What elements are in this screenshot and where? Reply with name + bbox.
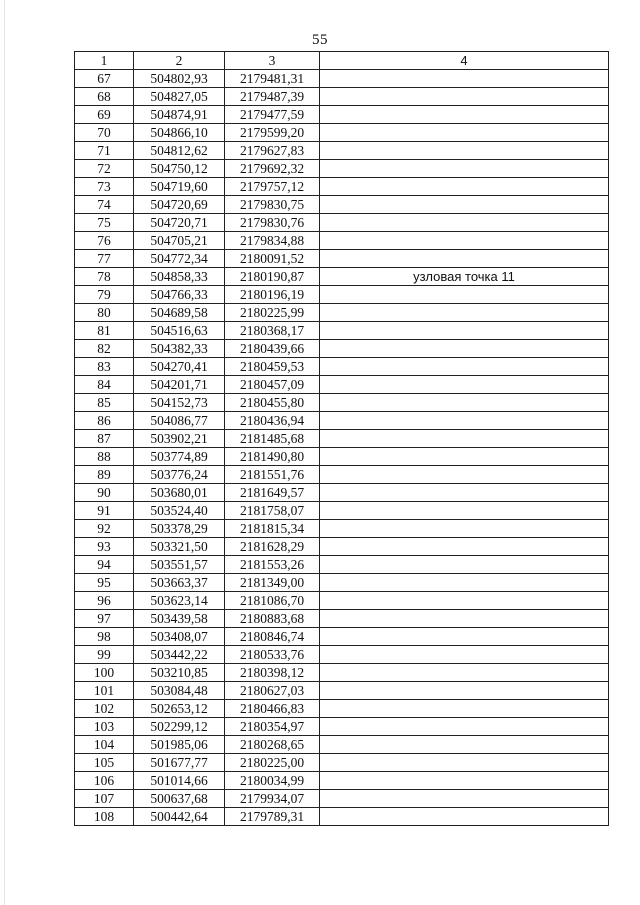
- x-coordinate-cell: 504720,69: [134, 196, 225, 214]
- point-number-cell: 105: [75, 754, 134, 772]
- y-coordinate-cell: 2180368,17: [225, 322, 320, 340]
- point-number-cell: 94: [75, 556, 134, 574]
- point-number-cell: 70: [75, 124, 134, 142]
- point-number-cell: 87: [75, 430, 134, 448]
- table-row: [75, 142, 609, 160]
- point-number-cell: 108: [75, 808, 134, 826]
- note-cell: [320, 754, 609, 772]
- point-number-cell: 76: [75, 232, 134, 250]
- y-coordinate-cell: 2179487,39: [225, 88, 320, 106]
- x-coordinate-cell: 504858,33: [134, 268, 225, 286]
- table-row: [75, 592, 609, 610]
- y-coordinate-cell: 2180466,83: [225, 700, 320, 718]
- y-coordinate-cell: 2181628,29: [225, 538, 320, 556]
- table-row: [75, 340, 609, 358]
- x-coordinate-cell: 502299,12: [134, 718, 225, 736]
- point-number-cell: 68: [75, 88, 134, 106]
- point-number-cell: 86: [75, 412, 134, 430]
- header-cell-1: 1: [75, 52, 134, 70]
- x-coordinate-cell: 504874,91: [134, 106, 225, 124]
- note-cell: [320, 808, 609, 826]
- x-coordinate-cell: 501677,77: [134, 754, 225, 772]
- table-row: [75, 376, 609, 394]
- note-cell: [320, 106, 609, 124]
- table-row: [75, 430, 609, 448]
- table-row: [75, 448, 609, 466]
- x-coordinate-cell: 503551,57: [134, 556, 225, 574]
- point-number-cell: 92: [75, 520, 134, 538]
- point-number-cell: 84: [75, 376, 134, 394]
- y-coordinate-cell: 2181758,07: [225, 502, 320, 520]
- y-coordinate-cell: 2179934,07: [225, 790, 320, 808]
- note-cell: [320, 160, 609, 178]
- x-coordinate-cell: 504705,21: [134, 232, 225, 250]
- point-number-cell: 90: [75, 484, 134, 502]
- x-coordinate-cell: 504270,41: [134, 358, 225, 376]
- point-number-cell: 100: [75, 664, 134, 682]
- x-coordinate-cell: 504719,60: [134, 178, 225, 196]
- point-number-cell: 75: [75, 214, 134, 232]
- table-row: [75, 160, 609, 178]
- note-cell: [320, 556, 609, 574]
- header-row: [75, 52, 609, 70]
- point-number-cell: 85: [75, 394, 134, 412]
- page-number: 55: [312, 32, 328, 48]
- x-coordinate-cell: 503210,85: [134, 664, 225, 682]
- table-row: [75, 718, 609, 736]
- y-coordinate-cell: 2180034,99: [225, 772, 320, 790]
- table-row: [75, 196, 609, 214]
- y-coordinate-cell: 2179477,59: [225, 106, 320, 124]
- point-number-cell: 93: [75, 538, 134, 556]
- table-row: [75, 790, 609, 808]
- table-row: [75, 70, 609, 88]
- point-number-cell: 73: [75, 178, 134, 196]
- x-coordinate-cell: 503776,24: [134, 466, 225, 484]
- point-number-cell: 77: [75, 250, 134, 268]
- x-coordinate-cell: 504827,05: [134, 88, 225, 106]
- y-coordinate-cell: 2180398,12: [225, 664, 320, 682]
- note-cell: [320, 502, 609, 520]
- table-row: [75, 772, 609, 790]
- x-coordinate-cell: 503378,29: [134, 520, 225, 538]
- note-cell: [320, 358, 609, 376]
- note-cell: [320, 322, 609, 340]
- point-number-cell: 69: [75, 106, 134, 124]
- note-cell: [320, 124, 609, 142]
- y-coordinate-cell: 2181485,68: [225, 430, 320, 448]
- point-number-cell: 101: [75, 682, 134, 700]
- y-coordinate-cell: 2179599,20: [225, 124, 320, 142]
- y-coordinate-cell: 2181649,57: [225, 484, 320, 502]
- note-cell: [320, 628, 609, 646]
- x-coordinate-cell: 501985,06: [134, 736, 225, 754]
- note-cell: узловая точка 11: [320, 268, 609, 286]
- point-number-cell: 72: [75, 160, 134, 178]
- note-cell: [320, 178, 609, 196]
- table-row: [75, 214, 609, 232]
- note-cell: [320, 88, 609, 106]
- y-coordinate-cell: 2181086,70: [225, 592, 320, 610]
- y-coordinate-cell: 2180457,09: [225, 376, 320, 394]
- y-coordinate-cell: 2180268,65: [225, 736, 320, 754]
- y-coordinate-cell: 2181553,26: [225, 556, 320, 574]
- table-row: [75, 304, 609, 322]
- note-cell: [320, 700, 609, 718]
- table-row: [75, 484, 609, 502]
- note-cell: [320, 772, 609, 790]
- point-number-cell: 81: [75, 322, 134, 340]
- note-cell: [320, 376, 609, 394]
- x-coordinate-cell: 504689,58: [134, 304, 225, 322]
- y-coordinate-cell: 2179834,88: [225, 232, 320, 250]
- table-row: [75, 502, 609, 520]
- y-coordinate-cell: 2179627,83: [225, 142, 320, 160]
- point-number-cell: 106: [75, 772, 134, 790]
- y-coordinate-cell: 2180190,87: [225, 268, 320, 286]
- table-row: [75, 358, 609, 376]
- note-cell: [320, 466, 609, 484]
- point-number-cell: 67: [75, 70, 134, 88]
- y-coordinate-cell: 2180354,97: [225, 718, 320, 736]
- table-row: [75, 700, 609, 718]
- table-row: [75, 736, 609, 754]
- table-row: [75, 808, 609, 826]
- table-row: [75, 232, 609, 250]
- x-coordinate-cell: 503439,58: [134, 610, 225, 628]
- y-coordinate-cell: 2180883,68: [225, 610, 320, 628]
- note-cell: [320, 574, 609, 592]
- note-cell: [320, 394, 609, 412]
- x-coordinate-cell: 500637,68: [134, 790, 225, 808]
- y-coordinate-cell: 2179757,12: [225, 178, 320, 196]
- header-cell-3: 3: [225, 52, 320, 70]
- y-coordinate-cell: 2181349,00: [225, 574, 320, 592]
- table-row: [75, 754, 609, 772]
- point-number-cell: 88: [75, 448, 134, 466]
- y-coordinate-cell: 2179830,76: [225, 214, 320, 232]
- table-row: [75, 646, 609, 664]
- x-coordinate-cell: 504086,77: [134, 412, 225, 430]
- y-coordinate-cell: 2180459,53: [225, 358, 320, 376]
- y-coordinate-cell: 2179692,32: [225, 160, 320, 178]
- y-coordinate-cell: 2180436,94: [225, 412, 320, 430]
- y-coordinate-cell: 2180439,66: [225, 340, 320, 358]
- note-cell: [320, 718, 609, 736]
- table-row: [75, 520, 609, 538]
- note-cell: [320, 646, 609, 664]
- x-coordinate-cell: 503774,89: [134, 448, 225, 466]
- point-number-cell: 99: [75, 646, 134, 664]
- x-coordinate-cell: 503663,37: [134, 574, 225, 592]
- table-body: [75, 52, 609, 826]
- point-number-cell: 98: [75, 628, 134, 646]
- x-coordinate-cell: 503408,07: [134, 628, 225, 646]
- note-cell: [320, 682, 609, 700]
- table-row: [75, 322, 609, 340]
- header-cell-4: 4: [320, 52, 609, 70]
- x-coordinate-cell: 503084,48: [134, 682, 225, 700]
- table-row: [75, 412, 609, 430]
- header-cell-2: 2: [134, 52, 225, 70]
- point-number-cell: 103: [75, 718, 134, 736]
- x-coordinate-cell: 504516,63: [134, 322, 225, 340]
- point-number-cell: 74: [75, 196, 134, 214]
- x-coordinate-cell: 504201,71: [134, 376, 225, 394]
- note-cell: [320, 340, 609, 358]
- note-cell: [320, 538, 609, 556]
- table-row: [75, 682, 609, 700]
- table-row: [75, 268, 609, 286]
- table-row: [75, 178, 609, 196]
- coordinates-table: [74, 51, 609, 826]
- point-number-cell: 97: [75, 610, 134, 628]
- point-number-cell: 82: [75, 340, 134, 358]
- y-coordinate-cell: 2181490,80: [225, 448, 320, 466]
- note-cell: [320, 196, 609, 214]
- table-row: [75, 610, 609, 628]
- note-cell: [320, 250, 609, 268]
- x-coordinate-cell: 503442,22: [134, 646, 225, 664]
- y-coordinate-cell: 2180846,74: [225, 628, 320, 646]
- y-coordinate-cell: 2180533,76: [225, 646, 320, 664]
- point-number-cell: 104: [75, 736, 134, 754]
- y-coordinate-cell: 2180455,80: [225, 394, 320, 412]
- x-coordinate-cell: 503623,14: [134, 592, 225, 610]
- y-coordinate-cell: 2180225,99: [225, 304, 320, 322]
- y-coordinate-cell: 2181551,76: [225, 466, 320, 484]
- point-number-cell: 78: [75, 268, 134, 286]
- table-row: [75, 574, 609, 592]
- note-cell: [320, 520, 609, 538]
- x-coordinate-cell: 504382,33: [134, 340, 225, 358]
- x-coordinate-cell: 502653,12: [134, 700, 225, 718]
- note-cell: [320, 412, 609, 430]
- note-cell: [320, 448, 609, 466]
- x-coordinate-cell: 501014,66: [134, 772, 225, 790]
- x-coordinate-cell: 504750,12: [134, 160, 225, 178]
- note-cell: [320, 592, 609, 610]
- x-coordinate-cell: 504812,62: [134, 142, 225, 160]
- point-number-cell: 95: [75, 574, 134, 592]
- note-cell: [320, 484, 609, 502]
- table-row: [75, 628, 609, 646]
- y-coordinate-cell: 2180627,03: [225, 682, 320, 700]
- note-cell: [320, 304, 609, 322]
- note-cell: [320, 736, 609, 754]
- y-coordinate-cell: 2180225,00: [225, 754, 320, 772]
- table-row: [75, 556, 609, 574]
- x-coordinate-cell: 504802,93: [134, 70, 225, 88]
- y-coordinate-cell: 2180196,19: [225, 286, 320, 304]
- x-coordinate-cell: 503524,40: [134, 502, 225, 520]
- note-cell: [320, 214, 609, 232]
- y-coordinate-cell: 2180091,52: [225, 250, 320, 268]
- table-row: [75, 106, 609, 124]
- note-cell: [320, 790, 609, 808]
- point-number-cell: 96: [75, 592, 134, 610]
- y-coordinate-cell: 2179789,31: [225, 808, 320, 826]
- point-number-cell: 80: [75, 304, 134, 322]
- y-coordinate-cell: 2181815,34: [225, 520, 320, 538]
- scan-edge: [4, 0, 5, 905]
- x-coordinate-cell: 503321,50: [134, 538, 225, 556]
- table-row: [75, 466, 609, 484]
- table-row: [75, 88, 609, 106]
- note-cell: [320, 142, 609, 160]
- note-cell: [320, 286, 609, 304]
- x-coordinate-cell: 504766,33: [134, 286, 225, 304]
- table-row: [75, 250, 609, 268]
- x-coordinate-cell: 500442,64: [134, 808, 225, 826]
- note-cell: [320, 232, 609, 250]
- x-coordinate-cell: 503902,21: [134, 430, 225, 448]
- point-number-cell: 89: [75, 466, 134, 484]
- table-row: [75, 538, 609, 556]
- x-coordinate-cell: 504152,73: [134, 394, 225, 412]
- x-coordinate-cell: 504720,71: [134, 214, 225, 232]
- note-cell: [320, 664, 609, 682]
- table-row: [75, 124, 609, 142]
- y-coordinate-cell: 2179830,75: [225, 196, 320, 214]
- note-cell: [320, 70, 609, 88]
- x-coordinate-cell: 504866,10: [134, 124, 225, 142]
- point-number-cell: 102: [75, 700, 134, 718]
- note-cell: [320, 430, 609, 448]
- table-row: [75, 664, 609, 682]
- point-number-cell: 107: [75, 790, 134, 808]
- y-coordinate-cell: 2179481,31: [225, 70, 320, 88]
- x-coordinate-cell: 504772,34: [134, 250, 225, 268]
- note-cell: [320, 610, 609, 628]
- x-coordinate-cell: 503680,01: [134, 484, 225, 502]
- table-row: [75, 286, 609, 304]
- point-number-cell: 83: [75, 358, 134, 376]
- point-number-cell: 91: [75, 502, 134, 520]
- point-number-cell: 79: [75, 286, 134, 304]
- table-row: [75, 394, 609, 412]
- point-number-cell: 71: [75, 142, 134, 160]
